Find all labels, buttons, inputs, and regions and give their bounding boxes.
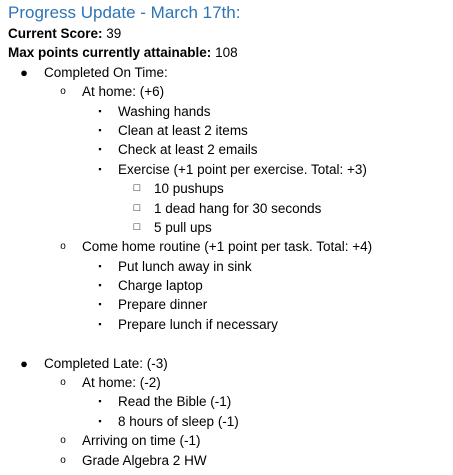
list-item (8, 102, 453, 121)
list-item-label: Completed Late: (-3) (44, 355, 168, 371)
current-score-value: 39 (106, 26, 122, 41)
list-item-label: Arriving on time (-1) (82, 433, 201, 449)
list-item-label: Exercise (+1 point per exercise. Total: +3) (118, 161, 367, 177)
circle-bullet-icon: o (60, 86, 66, 98)
square-bullet-icon: ▪ (98, 415, 102, 426)
list-item (8, 121, 453, 140)
list-item-label: Check at least 2 emails (118, 142, 258, 158)
list-item-label: 8 hours of sleep (-1) (118, 413, 239, 429)
max-points-label: Max points currently attainable: (8, 45, 212, 61)
hollow-square-bullet-icon: □ (133, 220, 141, 233)
square-bullet-icon: ▪ (98, 318, 102, 329)
list-item (8, 160, 453, 179)
list-item-label: At home: (+6) (82, 84, 165, 100)
list-item-at-home (8, 82, 453, 101)
list-item-label: Read the Bible (-1) (118, 394, 232, 410)
circle-bullet-icon: o (60, 454, 66, 466)
document-title: Progress Update - March 17th: (8, 3, 241, 22)
hollow-square-bullet-icon: □ (133, 182, 141, 195)
list-item (8, 295, 453, 314)
list-item-label: 1 dead hang for 30 seconds (154, 200, 322, 216)
square-bullet-icon: ▪ (98, 163, 102, 174)
list-item-label: Prepare lunch if necessary (118, 316, 278, 332)
max-points-line (8, 43, 453, 62)
disc-bullet-icon: ● (20, 355, 28, 371)
current-score-label: Current Score: (8, 26, 103, 41)
square-bullet-icon: ▪ (98, 124, 102, 135)
list-item (8, 179, 453, 198)
hollow-square-bullet-icon: □ (133, 201, 141, 214)
disc-bullet-icon: ● (20, 64, 28, 80)
list-item-completed-on-time (8, 63, 453, 82)
list-item (8, 451, 453, 470)
list-item-label: Clean at least 2 items (118, 122, 248, 138)
list-item-come-home-routine (8, 237, 453, 256)
list-item (8, 412, 453, 431)
list-item (8, 276, 453, 295)
list-item (8, 257, 453, 276)
list-item-label: At home: (-2) (82, 375, 161, 391)
list-item (8, 140, 453, 159)
list-item-label: Charge laptop (118, 278, 203, 294)
circle-bullet-icon: o (60, 435, 66, 447)
circle-bullet-icon: o (60, 377, 66, 389)
list-item-late-at-home (8, 373, 453, 392)
list-item-label: Washing hands (118, 103, 211, 119)
square-bullet-icon: ▪ (98, 260, 102, 271)
list-item-label: Put lunch away in sink (118, 258, 252, 274)
list-item-label: Grade Algebra 2 HW (82, 452, 207, 468)
list-item-label: Completed On Time: (44, 64, 168, 80)
list-item (8, 218, 453, 237)
list-item-completed-late (8, 354, 453, 373)
list-item (8, 315, 453, 334)
current-score-line (8, 24, 453, 43)
list-item-label: 10 pushups (154, 181, 224, 197)
square-bullet-icon: ▪ (98, 105, 102, 116)
square-bullet-icon: ▪ (98, 396, 102, 407)
max-points-value: 108 (215, 45, 238, 61)
list-item (8, 392, 453, 411)
circle-bullet-icon: o (60, 241, 66, 253)
list-item-label: 5 pull ups (154, 219, 212, 235)
square-bullet-icon: ▪ (98, 280, 102, 291)
list-item (8, 199, 453, 218)
list-item-label: Come home routine (+1 point per task. Total: +4) (82, 239, 373, 255)
square-bullet-icon: ▪ (98, 299, 102, 310)
list-item-label: Prepare dinner (118, 297, 208, 313)
list-item (8, 431, 453, 450)
square-bullet-icon: ▪ (98, 144, 102, 155)
blank-line (8, 334, 453, 353)
